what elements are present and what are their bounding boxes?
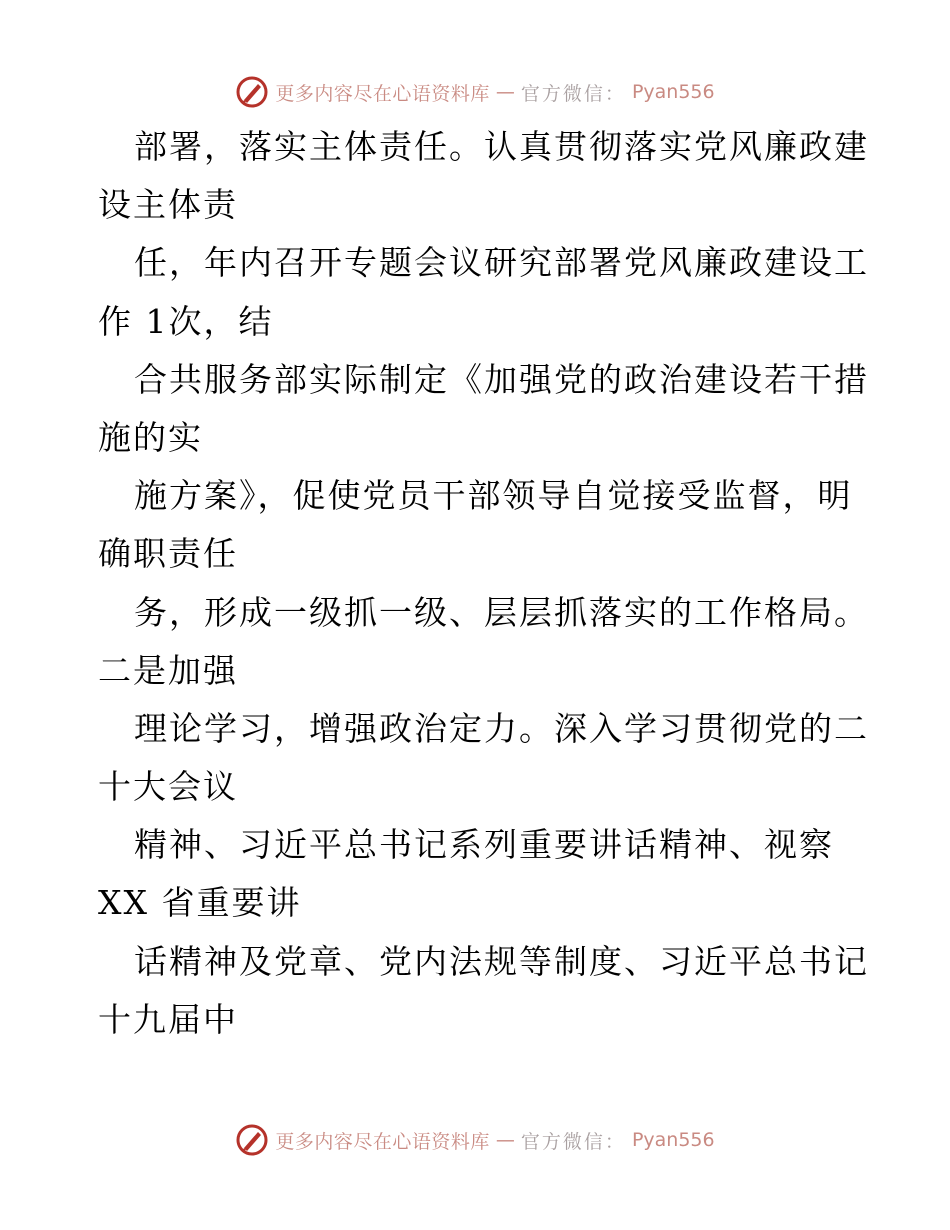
watermark-dash: — — [495, 81, 515, 103]
watermark-brand-text: 更多内容尽在心语资料库 — [275, 82, 490, 105]
watermark-dash: — — [495, 1129, 515, 1151]
watermark-wechat-id: Pyan556 — [631, 81, 715, 103]
document-body — [98, 118, 869, 1049]
text-line: 确职责任 — [98, 534, 238, 574]
text-line: 理论学习，增强政治定力。深入学习贯彻党的二 — [134, 708, 869, 748]
text-line: 合共服务部实际制定《加强党的政治建设若干措 — [134, 359, 869, 399]
header-watermark — [0, 72, 950, 112]
text-line: 设主体责 — [98, 185, 238, 225]
watermark-wechat-id: Pyan556 — [631, 1129, 715, 1151]
pen-logo-icon — [235, 75, 269, 109]
text-line: 话精神及党章、党内法规等制度、习近平总书记 — [134, 941, 869, 981]
text-line: 施方案》，促使党员干部领导自觉接受监督，明 — [134, 476, 853, 516]
pen-logo-icon — [235, 1123, 269, 1157]
text-line: 施的实 — [98, 417, 203, 457]
text-line: 十九届中 — [98, 999, 238, 1039]
text-line: XX 省重要讲 — [98, 883, 302, 923]
watermark-official-label: 官方微信： — [520, 82, 626, 105]
footer-watermark — [0, 1120, 950, 1160]
watermark-official-label: 官方微信： — [520, 1130, 626, 1153]
text-line: 务，形成一级抓一级、层层抓落实的工作格局。 — [134, 592, 869, 632]
text-line: 任，年内召开专题会议研究部署党风廉政建设工 — [134, 243, 869, 283]
text-line: 二是加强 — [98, 650, 238, 690]
text-line: 部署，落实主体责任。认真贯彻落实党风廉政建 — [134, 127, 869, 166]
text-line: 十大会议 — [98, 767, 238, 807]
text-line: 精神、习近平总书记系列重要讲话精神、视察 — [134, 825, 834, 865]
watermark-brand-text: 更多内容尽在心语资料库 — [275, 1130, 490, 1153]
text-line: 作 1次，结 — [98, 301, 274, 341]
